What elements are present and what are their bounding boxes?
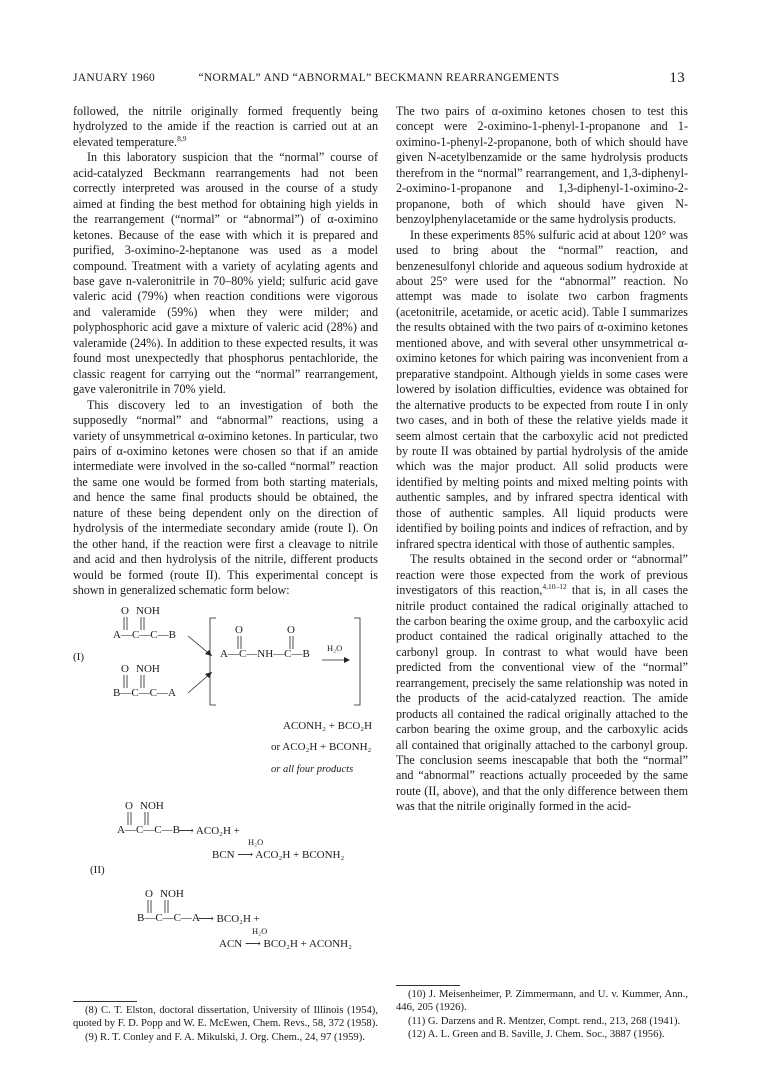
- route-I-product-2: or ACO₂H + BCONH₂: [271, 741, 372, 753]
- oxygen-label: O: [121, 605, 129, 617]
- paragraph: In this laboratory suspicion that the “normal” course of acid-catalyzed Beckmann rearrangements had not been correctly interpreted was aroused in the course of a study aimed at finding the best method for obtaining high yields in the rearrangement (“normal” or “abnormal”) of α-oximino ketones. Because of the ease with which it is prepared and purified, 3-oximino-2-heptanone was used as a model compound. Treatment with a variety of acylating agents and base gave n-valeronitrile in 70–80% yield; sulfuric acid gave valeric acid (79%) when reaction conditions were vigorous and valeramide (59%) when they were milder; and polyphosphoric acid gave a mixture of valeric acid (28%) and valeramide (24%). In addition to these expected results, it was found most unexpectedly that phosphorus pentachloride, the classic reagent for carrying out the “normal” rearrangement, gave valeronitrile in 70% yield.: [73, 150, 378, 397]
- footnotes-right: [396, 988, 688, 1042]
- oxygen-label: O: [287, 624, 295, 636]
- ketoxime-I-bottom: B—C—C—A: [113, 687, 176, 699]
- route-II-nitrile-top: BCN ⟶ ACO₂H + BCONH₂: [212, 849, 345, 861]
- oxime-label: NOH: [136, 663, 160, 675]
- scheme-label-II: (II): [90, 864, 105, 876]
- paragraph: followed, the nitrile originally formed frequently being hydrolyzed to the amide if the reaction is carried out at an elevated temperature.$^{8,9}$: [73, 104, 378, 149]
- oxygen-label: O: [145, 888, 153, 900]
- footnote: (10) J. Meisenheimer, P. Zimmermann, and U. v. Kummer, Ann., 446, 205 (1926).: [396, 989, 688, 1014]
- route-II-cleavage-bottom: ⟶ BCO₂H +: [198, 913, 260, 925]
- route-II-nitrile-bottom: ACN ⟶ BCO₂H + ACONH₂: [219, 938, 352, 950]
- page-number: 13: [669, 70, 685, 86]
- footnote: (9) R. T. Conley and F. A. Mikulski, J. Org. Chem., 24, 97 (1959).: [85, 1031, 365, 1043]
- footnotes-left: [73, 1004, 378, 1044]
- ketoxime-I-top: A—C—C—B: [113, 629, 176, 641]
- route-I-product-1: ACONH₂ + BCO₂H: [283, 720, 373, 732]
- oxygen-label: O: [125, 800, 133, 812]
- amide-intermediate: A—C—NH—C—B: [220, 648, 310, 660]
- water-label: H₂O: [327, 643, 343, 653]
- oxime-label: NOH: [140, 800, 164, 812]
- paragraph: The results obtained in the second order or “abnormal” reaction were those expected from the work of previous investigators of this reaction,$^{4,10-12}$ that is, in all cases the nitrile product contained the radical originally attached to the carbon bearing the oxime group, and the carboxylic acid product contained the radical originally attached to the carbonyl group. In contrast to what would have been predicted from the conventional view of the “normal” rearrangement, precisely the same relationship was noted in the products of the acid-catalyzed reaction. The amide products all contained the radical originally attached to the carbon bearing the oxime group, and the carboxylic acids all contained that originally attached to the carbonyl group. The conclusion seems inescapable that both the “normal” and “abnormal” reactions actually proceeded by the same route (II, above), and that the only difference between them was that the nitrile originally formed in the acid-: [396, 552, 688, 814]
- header-title: “NORMAL” AND “ABNORMAL” BECKMANN REARRANGEMENTS: [198, 72, 560, 84]
- footnote: (12) A. L. Green and B. Saville, J. Chem. Soc., 3887 (1956).: [408, 1029, 665, 1041]
- paragraph: The two pairs of α-oximino ketones chosen to test this concept were 2-oximino-1-phenyl-1-propanone and 1-oximino-1-phenyl-2-propanone, both of which should have given N-acetylbenzamide or the same hydrolysis products therefrom in the “normal” rearrangement, and 1,3-diphenyl-2-oximino-1-propanone and 1,3-diphenyl-1-oximino-2-propanone, both of which should have given N-benzoylphenylacetamide or the same hydrolysis products.: [396, 104, 688, 227]
- footnote-rule: [73, 1001, 137, 1002]
- footnote: (8) C. T. Elston, doctoral dissertation, University of Illinois (1954), quoted by F. D. Popp and W. E. McEwen, Chem. Revs., 58, 372 (1958).: [73, 1005, 378, 1030]
- water-label: H₂O: [248, 837, 264, 847]
- footnote: (11) G. Darzens and R. Mentzer, Compt. rend., 213, 268 (1941).: [408, 1015, 681, 1027]
- ketoxime-II-top: A—C—C—B: [117, 824, 180, 836]
- ketoxime-II-bottom: B—C—C—A: [137, 912, 200, 924]
- route-I-product-3: or all four products: [271, 764, 354, 775]
- right-column: [396, 104, 688, 815]
- oxime-label: NOH: [160, 888, 184, 900]
- oxygen-label: O: [235, 624, 243, 636]
- oxime-label: NOH: [136, 605, 160, 617]
- footnote-rule: [396, 985, 460, 986]
- header-date: JANUARY 1960: [73, 72, 156, 84]
- scheme-label-I: (I): [73, 651, 84, 663]
- oxygen-label: O: [121, 663, 129, 675]
- paragraph: In these experiments 85% sulfuric acid at about 120° was used to bring about the “normal” reaction, and benzenesulfonyl chloride and aqueous sodium hydroxide at about 25° were used for the “abnormal” reaction. No attempt was made to isolate two carbon fragments (acetonitrile, acetamide, or acetic acid). Table I summarizes the results obtained with the two pairs of α-oximino ketones mentioned above, and with several other unsymmetrical α-oximino ketones for which pairing was inconvenient from a preparative standpoint. Although yields in some cases were lowered by isolation difficulties, evidence was obtained for the alternative products to be expected from route I in only two cases, and in both of these the relative yields made it seem almost certain that the carboxylic acid not predicted by route II was obtained by partial hydrolysis of the amide which was the major product. All solid products were identified by melting points and mixed melting points with authentic samples, and by infrared spectra identical with those of authentic samples. All liquid products were identified by boiling points and indices of refraction, and by infrared spectra identical with those of authentic samples.: [396, 227, 688, 551]
- water-label: H₂O: [252, 926, 268, 936]
- route-II-cleavage-top: ⟶ ACO₂H +: [178, 825, 240, 837]
- paragraph: This discovery led to an investigation of both the supposedly “normal” and “abnormal” reactions, using a variety of unsymmetrical α-oximino ketones. In particular, two pairs of α-oximino ketones were chosen so that if an amide intermediate were involved in the so-called “normal” reaction the same one would be formed from both starting materials, and hence the same final products should be obtained, the nature of these being dependent only on the direction of hydrolysis of the intermediate secondary amide (route I). On the other hand, if the reaction were first a cleavage to nitrile and acid and then hydrolysis of the nitrile, different products would be formed (route II). This experimental concept is shown in generalized schematic form below:: [73, 397, 378, 598]
